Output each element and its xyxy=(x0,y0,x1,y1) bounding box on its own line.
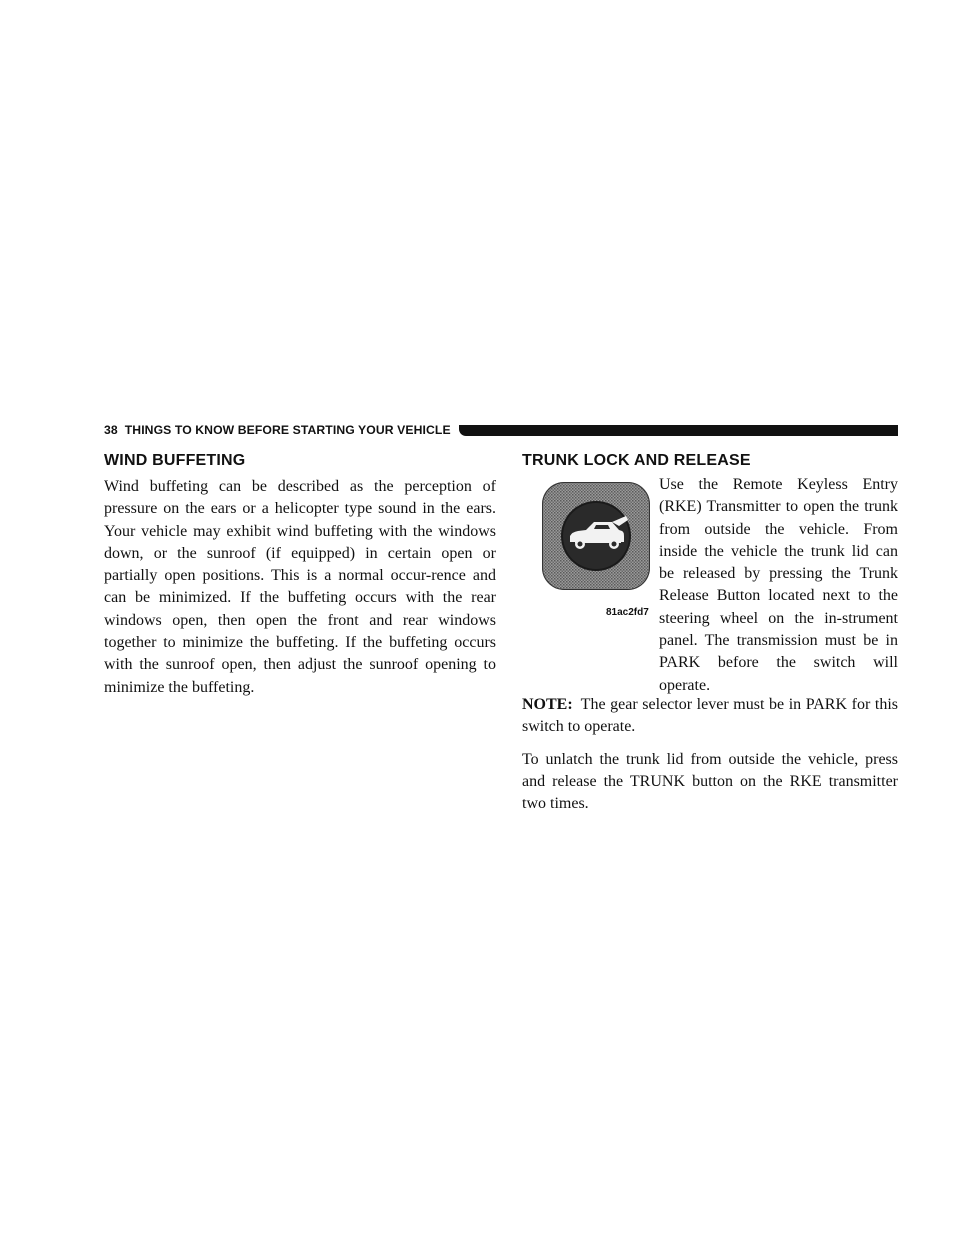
trunk-note xyxy=(522,694,898,739)
note-text: The gear selector lever must be in PARK for this switch to operate. xyxy=(522,696,898,736)
running-header xyxy=(104,422,898,438)
header-text xyxy=(104,422,451,438)
trunk-outside-unlatch-text: To unlatch the trunk lid from outside the vehicle, press and release the TRUNK button on the RKE transmitter two times. xyxy=(522,750,898,813)
wind-buffeting-body: Wind buffeting can be described as the perception of pressure on the ears or a helicopter type sound in the ears. Your vehicle may exhibit wind buffeting with the windows down, or the sunroof (if equipped) in certain open or partially open positions. This is a normal occur-rence and can be minimized. If the buffeting occurs with the rear windows open, then open the front and rear windows together to minimize the buffeting. If the buffeting occurs with the sunroof open, then adjust the sunroof opening to minimize the buffeting. xyxy=(104,478,496,696)
trunk-section xyxy=(522,450,898,815)
header-rule xyxy=(459,425,898,436)
trunk-figure-block xyxy=(522,474,898,694)
trunk-heading: TRUNK LOCK AND RELEASE xyxy=(522,452,751,469)
wind-buffeting-heading: WIND BUFFETING xyxy=(104,452,246,469)
page-number: 38 xyxy=(104,423,118,437)
figure-code: 81ac2fd7 xyxy=(606,607,649,618)
trunk-release-button-icon xyxy=(542,482,650,590)
trunk-intro-text: Use the Remote Keyless Entry (RKE) Transmitter to open the trunk from outside the vehicle. From inside the vehicle the trunk lid can be released by pressing the Trunk Release Button located next to the steering wheel on the in-strument panel. The transmission must be in PARK before the switch will operate. xyxy=(659,476,898,694)
wind-buffeting-section xyxy=(104,450,496,699)
note-label: NOTE: xyxy=(522,696,573,713)
running-title: THINGS TO KNOW BEFORE STARTING YOUR VEHICLE xyxy=(124,423,451,437)
